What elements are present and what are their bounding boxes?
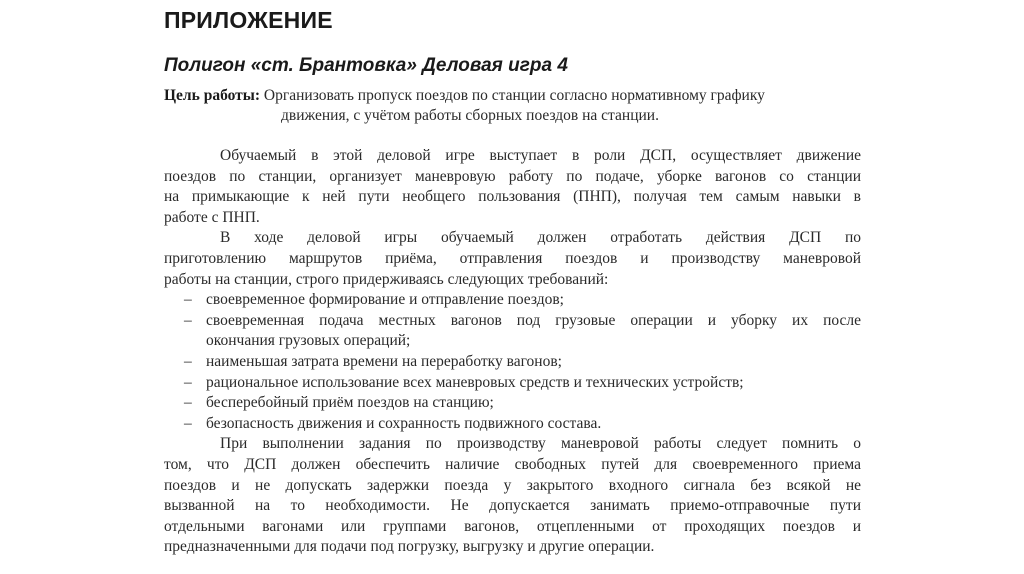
list-item <box>164 393 861 414</box>
paragraph-3-line: вызванной на то необходимости. Не допускается занимать приемо-отправочные пути <box>164 497 861 515</box>
paragraph-3-line: При выполнении задания по производству маневровой работы следует помнить о <box>220 435 861 453</box>
list-item-text: своевременное формирование и отправление поездов; <box>206 291 564 309</box>
list-item-text: рациональное использование всех маневровых средств и технических устройств; <box>206 373 744 391</box>
list-item <box>164 373 861 394</box>
paragraph-1-line: Обучаемый в этой деловой игре выступает в роли ДСП, осуществляет движение <box>220 147 861 164</box>
list-item-text: безопасность движения и сохранность подвижного состава. <box>206 414 602 432</box>
dash-marker: – <box>184 352 192 370</box>
paragraph-2-line: приготовлению маршрутов приёма, отправления поездов и производству маневровой <box>164 249 861 267</box>
dash-marker: – <box>184 311 192 329</box>
paragraph-2-line: работы на станции, строго придерживаясь следующих требований: <box>164 270 609 288</box>
dash-marker: – <box>184 373 192 391</box>
list-item-text: наименьшая затрата времени на переработку вагонов; <box>206 352 562 370</box>
list-item-text: своевременная подача местных вагонов под грузовые операции и уборку их после <box>206 311 861 329</box>
dash-marker: – <box>184 394 192 412</box>
list-item <box>164 352 861 373</box>
paragraph-3-line: отдельными вагонами или группами вагонов, отцепленными от проходящих поездов и <box>164 517 861 535</box>
list-item-text: бесперебойный приём поездов на станцию; <box>206 394 494 412</box>
goal-text-line-1: Организовать пропуск поездов по станции согласно нормативному графику <box>263 87 765 104</box>
page-heading: ПРИЛОЖЕНИЕ <box>164 7 333 33</box>
goal-label: Цель работы: <box>164 87 261 104</box>
paragraph-1-line: на примыкающие к ней пути необщего пользования (ПНП), получая тем самым навыки в <box>164 188 861 206</box>
paragraph-1-line: работе с ПНП. <box>164 208 260 226</box>
goal-block <box>164 86 765 124</box>
body-text <box>164 146 861 558</box>
paragraph-3-line: предназначенными для подачи под погрузку, выгрузку и другие операции. <box>164 538 655 556</box>
document-subtitle: Полигон «ст. Брантовка» Деловая игра 4 <box>164 55 568 76</box>
list-item-continuation: окончания грузовых операций; <box>206 332 411 350</box>
paragraph-2-line: В ходе деловой игры обучаемый должен отработать действия ДСП по <box>220 229 861 247</box>
dash-marker: – <box>184 291 192 309</box>
paragraph-3-line: поездов и не допускать задержки поезда у закрытого входного сигнала без всякой не <box>164 476 861 494</box>
paragraph-3-line: том, что ДСП должен обеспечить наличие свободных путей для своевременного приема <box>164 455 861 473</box>
paragraph-1-line: поездов по станции, организует маневровую работу по подаче, уборке вагонов со станции <box>164 167 861 185</box>
goal-text-line-2: движения, с учётом работы сборных поездов на станции. <box>281 107 659 124</box>
list-item <box>164 290 861 311</box>
dash-marker: – <box>184 414 192 432</box>
list-item <box>164 311 861 332</box>
list-item <box>164 414 861 435</box>
